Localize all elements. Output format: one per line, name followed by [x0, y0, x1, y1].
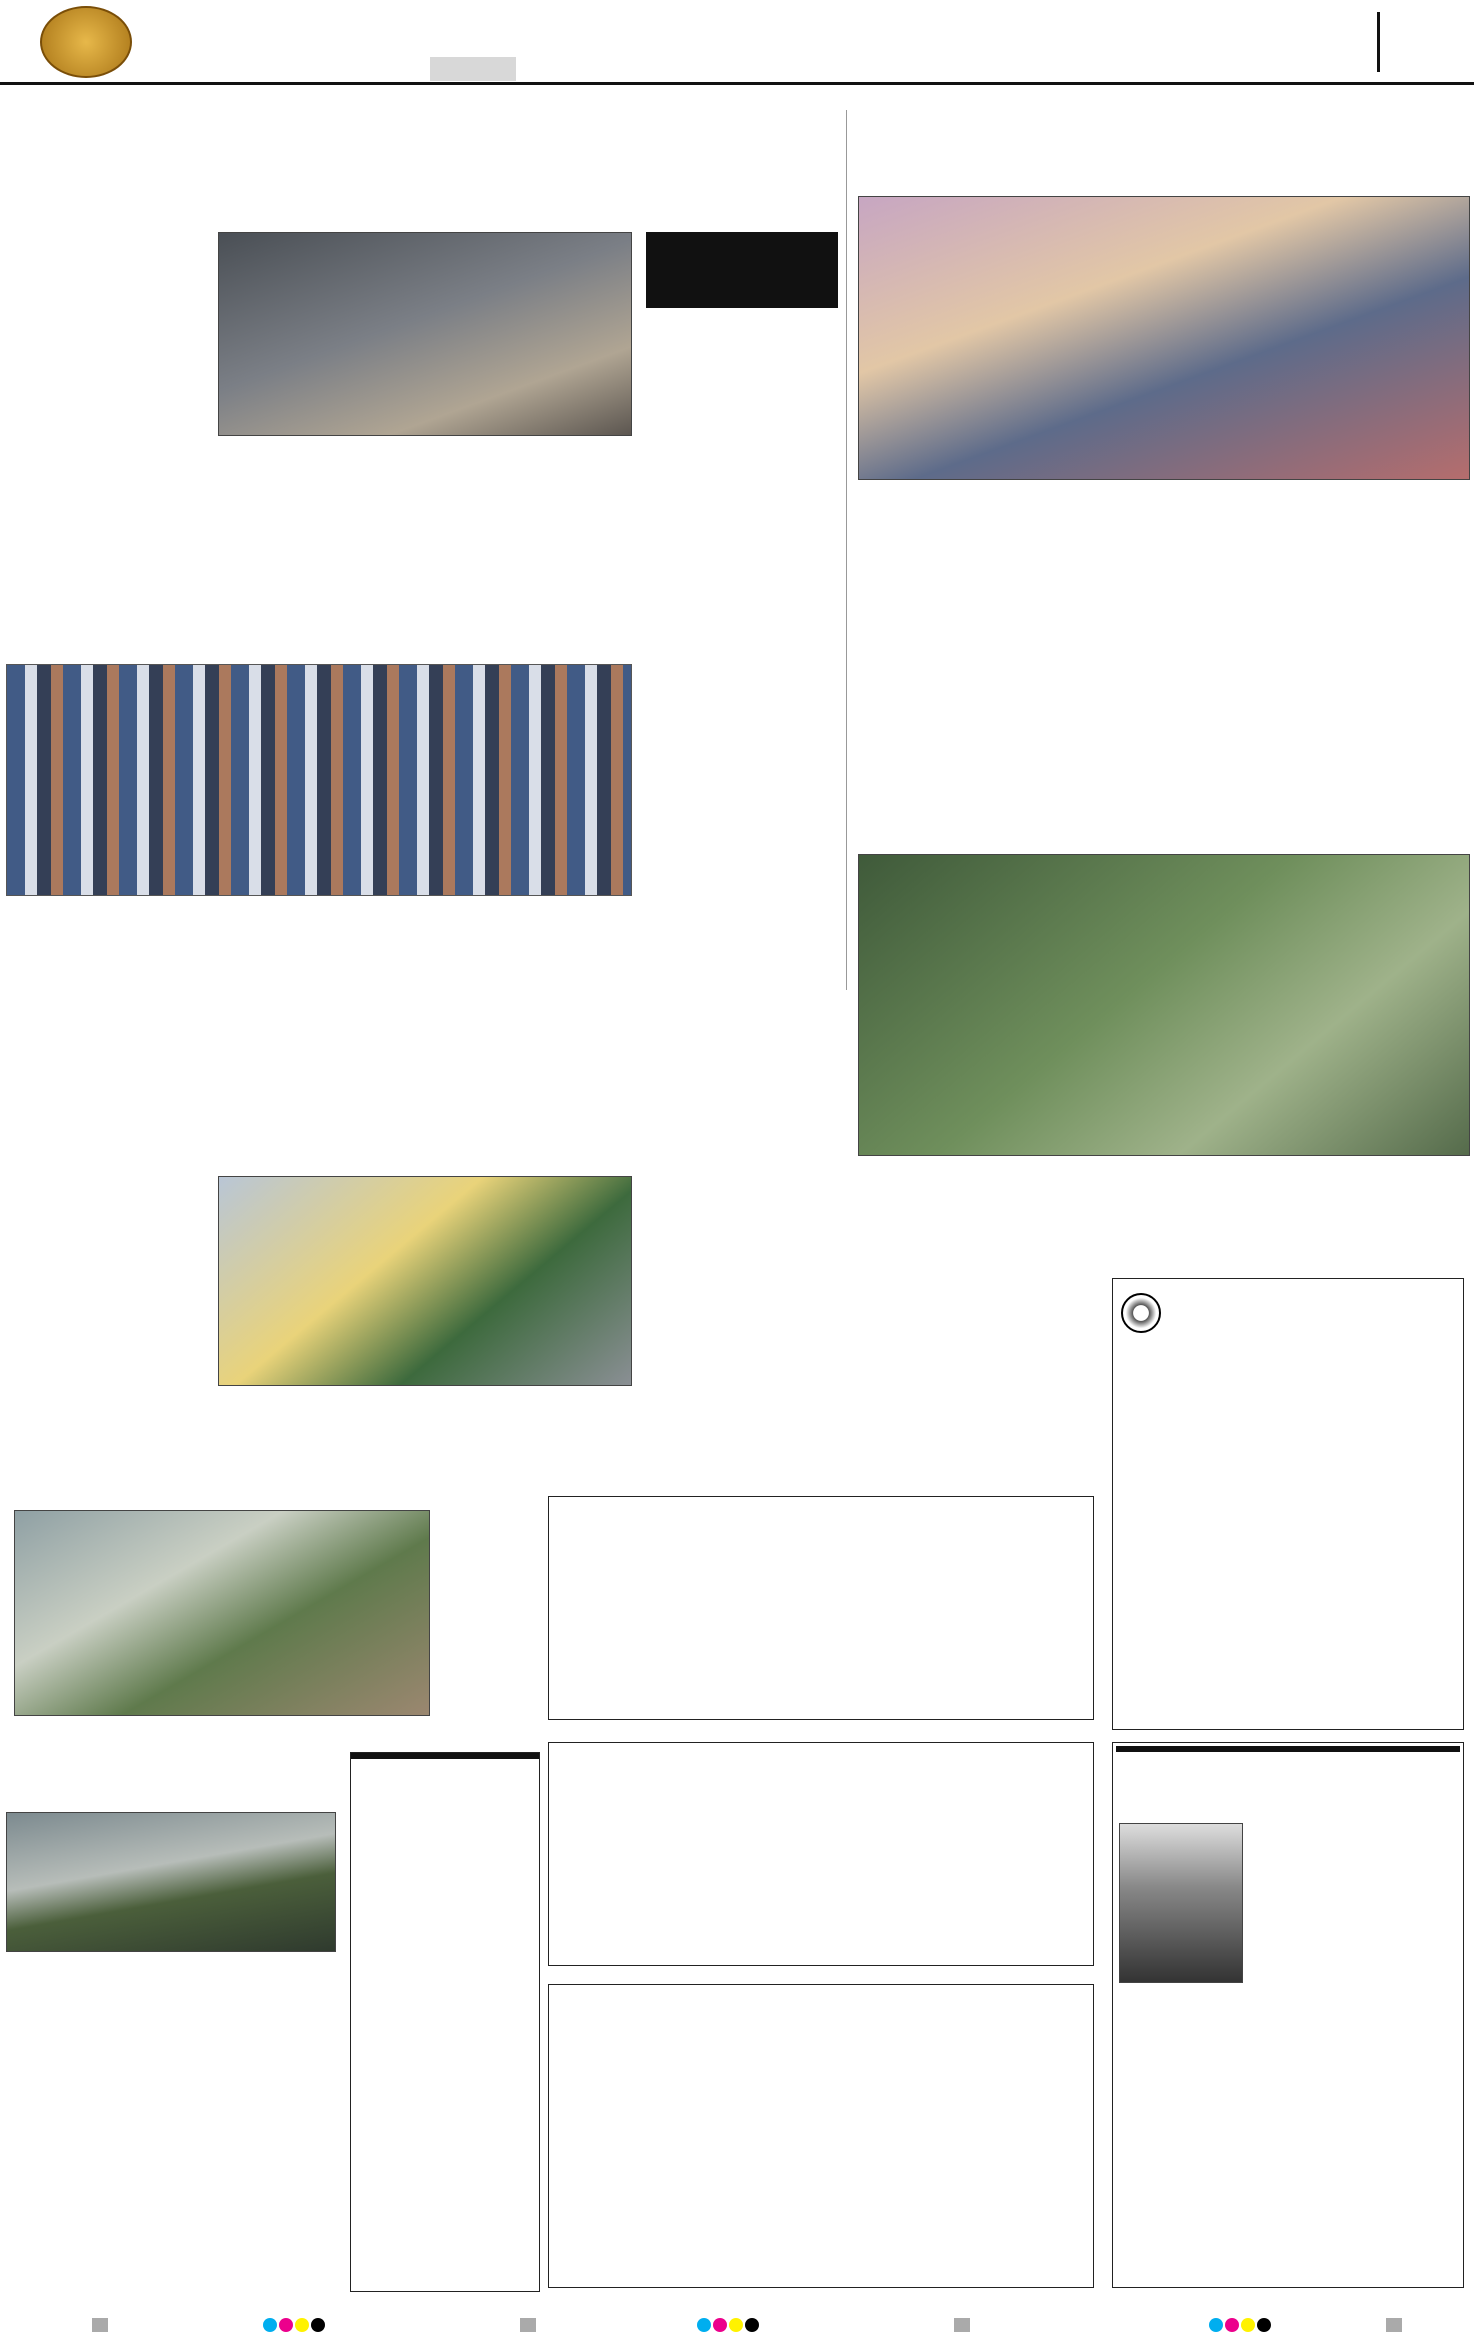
reg-dots-3: [1208, 2317, 1272, 2336]
ad-police-body: [1249, 1823, 1459, 1993]
reg-bar-2: [520, 2318, 536, 2332]
story1-photo: [218, 232, 632, 436]
story3-photo: [6, 664, 632, 896]
story1-subhead: [646, 232, 838, 308]
ad-rwd-1: [548, 1496, 1094, 1720]
reg-dots-2: [696, 2317, 760, 2336]
story8-photo: [14, 1510, 430, 1716]
story4-body: [646, 692, 838, 1132]
story6-body: [6, 1176, 211, 1494]
public-notice: [350, 1752, 540, 2292]
story1-side-body: [646, 316, 838, 616]
story9-body: [6, 1958, 336, 2288]
story2-photo-caption: [858, 484, 1470, 502]
print-registration-strip: [0, 2314, 1474, 2336]
ad-rwd-2: [548, 1742, 1094, 1966]
story5-photo-caption: [858, 1160, 1470, 1178]
newspaper-logo: [40, 6, 132, 78]
story3-body: [6, 920, 632, 1120]
page-label: [430, 57, 516, 81]
reg-bar-4: [1386, 2318, 1402, 2332]
ad-police-desc: [1119, 2011, 1459, 2111]
reg-bar-1: [92, 2318, 108, 2332]
story8-side-caption: [444, 1560, 548, 1710]
section-divider: [1377, 12, 1380, 72]
ad-police: [1112, 1742, 1464, 2288]
reg-dots-1: [262, 2317, 326, 2336]
story6-photo: [218, 1176, 632, 1386]
story9-photo: [6, 1812, 336, 1952]
ad-minor-irrigation: [1112, 1278, 1464, 1730]
story1-body: [6, 460, 632, 620]
story1-photo-caption: [218, 438, 632, 458]
public-notice-body: [351, 1759, 539, 2261]
odisha-emblem-icon: [1121, 1293, 1161, 1333]
story7-body: [646, 1174, 846, 1498]
ad-cce: [548, 1984, 1094, 2288]
column-rule-1: [846, 110, 847, 990]
reg-bar-3: [954, 2318, 970, 2332]
masthead: [0, 0, 1474, 85]
story3-photo-caption: [6, 898, 632, 916]
ad-police-l3: [1116, 1752, 1460, 1756]
story5-body: [858, 1180, 1470, 1272]
missing-person-photo: [1119, 1823, 1243, 1983]
story2-photo: [858, 196, 1470, 480]
story2-body: [858, 504, 1470, 772]
story1-dateline: [6, 226, 211, 446]
story5-photo: [858, 854, 1470, 1156]
story6-photo-caption: [218, 1390, 632, 1424]
